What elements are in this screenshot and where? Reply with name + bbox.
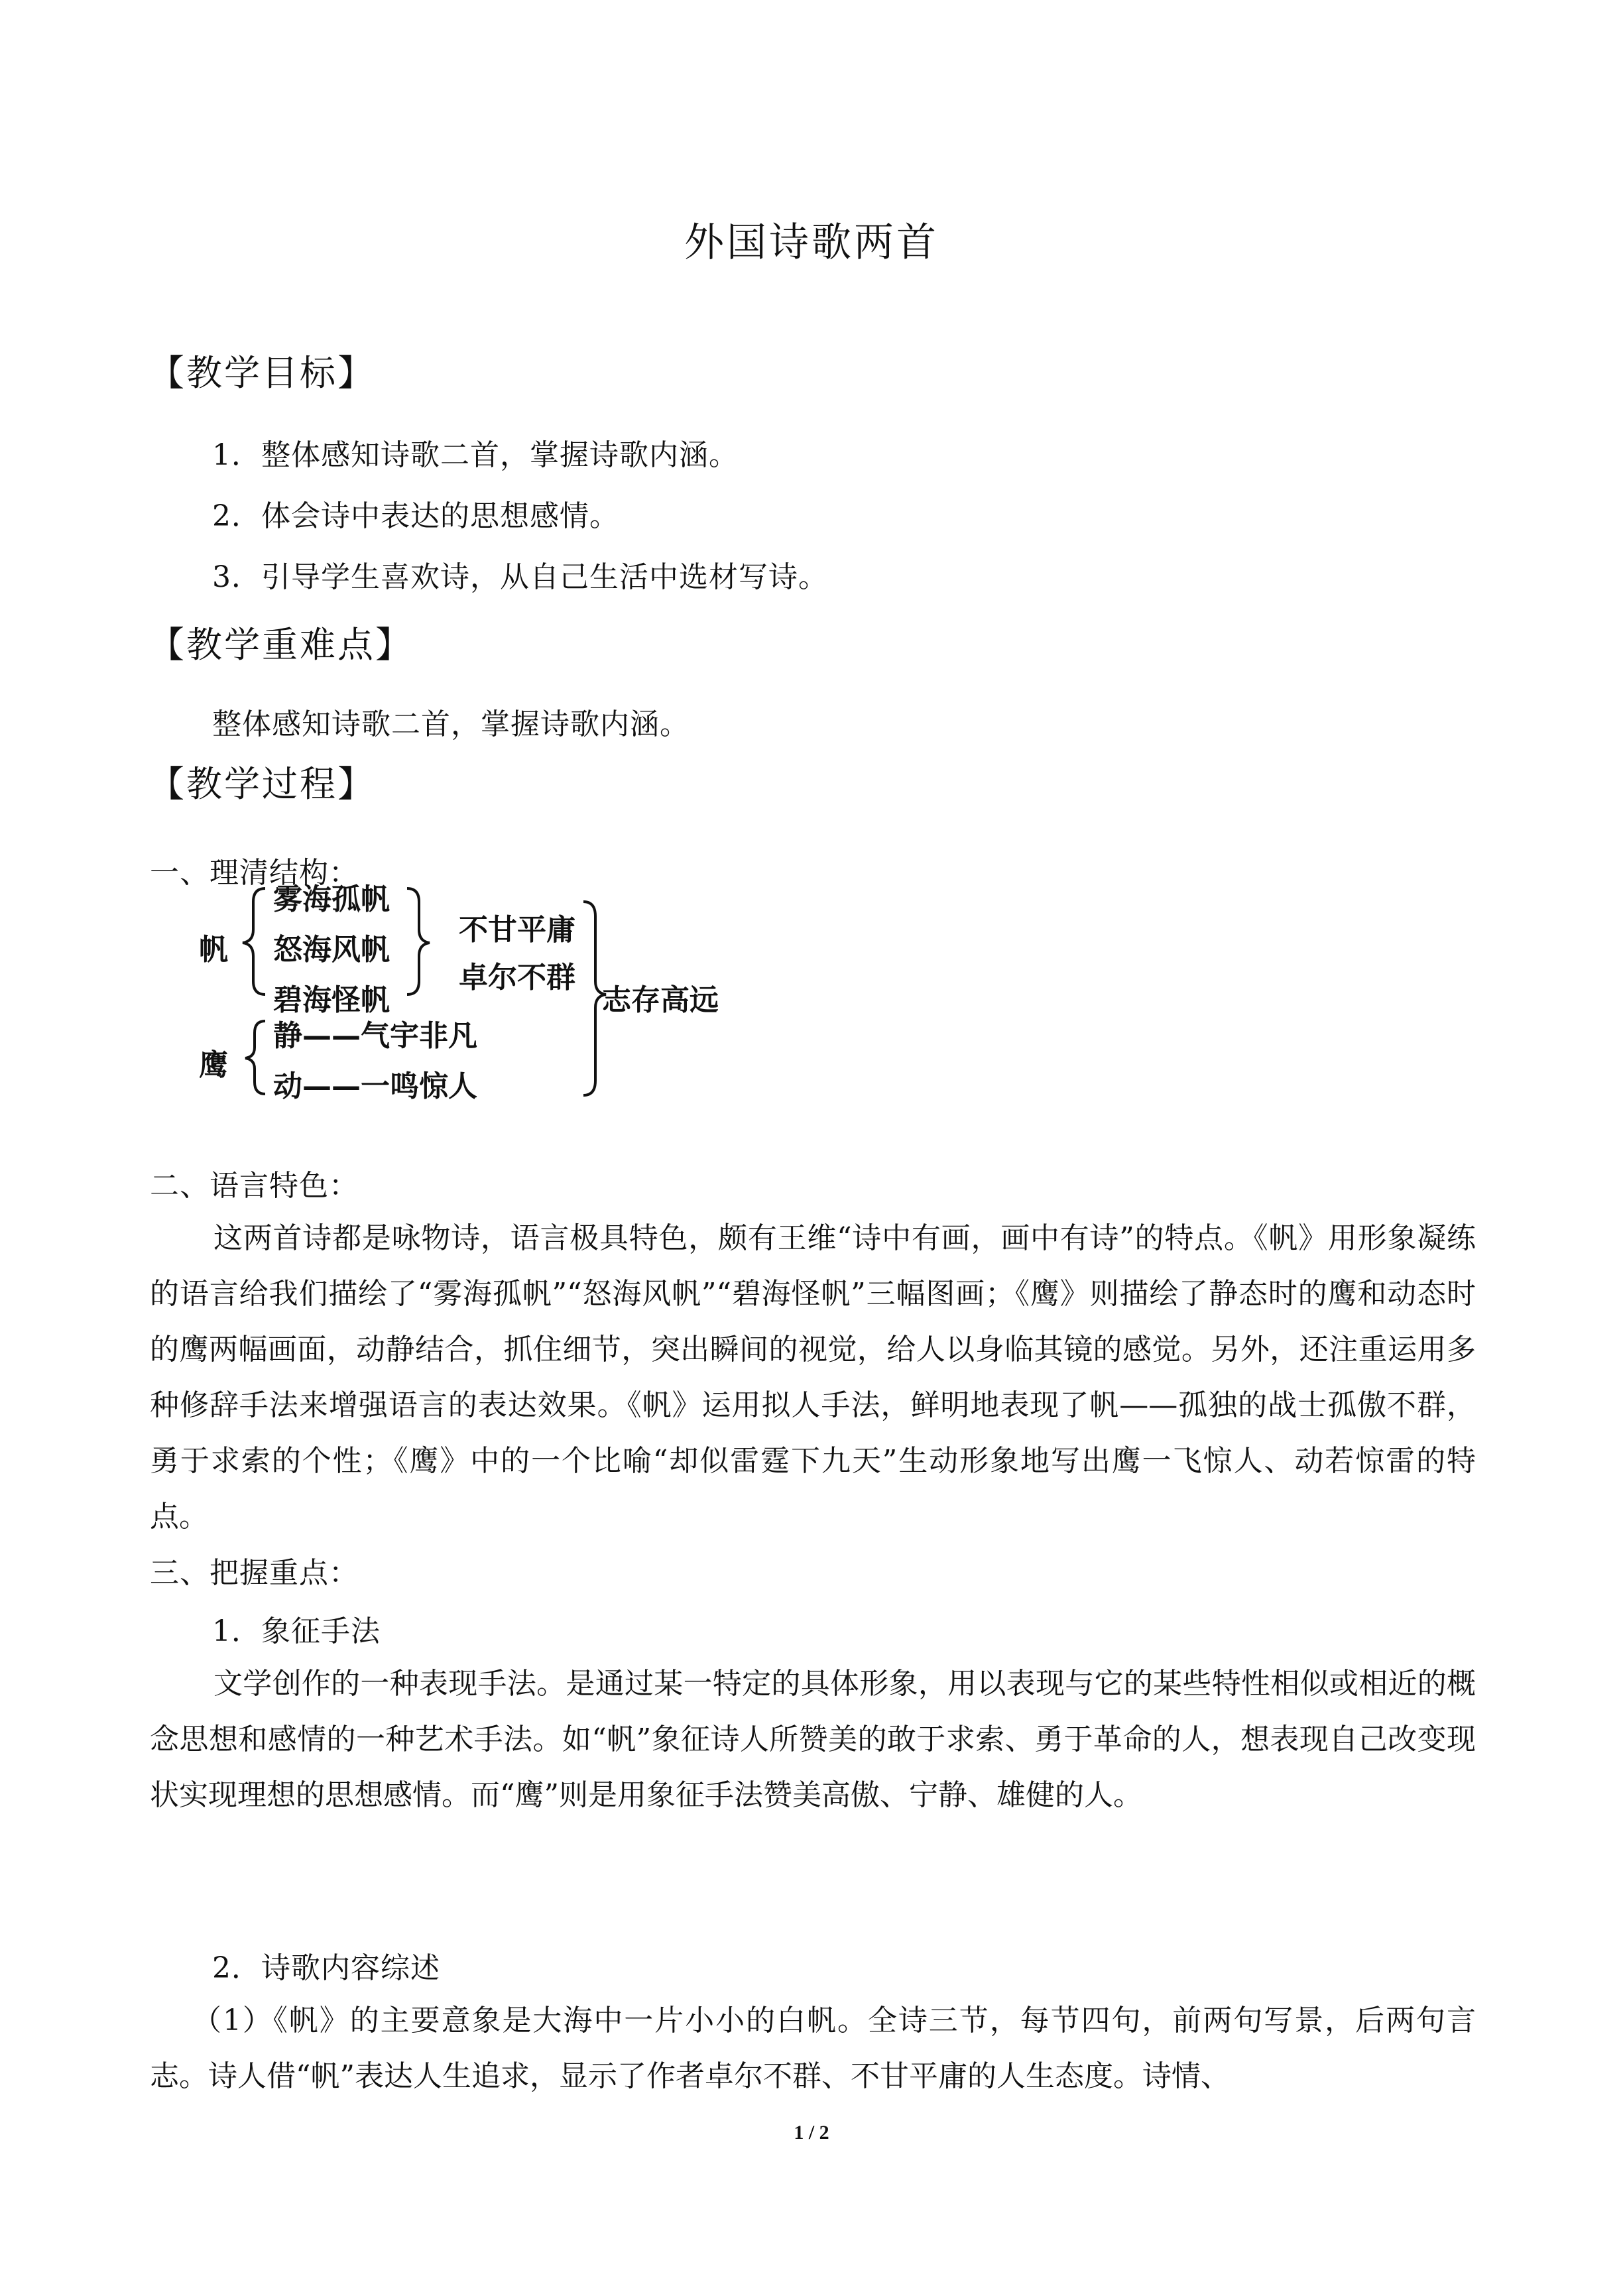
eagle-left-brace <box>245 1021 265 1094</box>
document-title: 外国诗歌两首 <box>684 219 939 266</box>
conclusion-text: 志存高远 <box>602 983 719 1017</box>
page-indicator: 1 / 2 <box>794 2122 829 2144</box>
eagle-item-2: 动——一鸣惊人 <box>273 1069 477 1103</box>
process-heading: 【教学过程】 <box>149 763 375 805</box>
key-points-text: 整体感知诗歌二首，掌握诗歌内涵。 <box>212 707 690 741</box>
language-paragraph: 这两首诗都是咏物诗，语言极具特色，颇有王维“诗中有画，画中有诗”的特点。《帆》用形象凝练的语言给我们描绘了“雾海孤帆”“怒海风帆”“碧海怪帆”三幅图画；《鹰》则描绘了静态时的鹰和动态时的鹰两幅画面，动静结合，抓住细节，突出瞬间的视觉，给人以身临其镜的感觉。另外，还注重运用多种修辞手法来增强语言的表达效果。《帆》运用拟人手法，鲜明地表现了帆——孤独的战士孤傲不群，勇于求索的个性；《鹰》中的一个比喻“却似雷霆下九天”生动形象地写出鹰一飞惊人、动若惊雷的特点。 <box>150 1221 1476 1534</box>
sail-trait-1: 不甘平庸 <box>459 913 575 947</box>
sail-label: 帆 <box>199 933 228 967</box>
eagle-label: 鹰 <box>199 1048 228 1082</box>
structure-heading: 一、理清结构： <box>150 856 359 890</box>
summary-paragraph: （1）《帆》的主要意象是大海中一片小小的白帆。全诗三节，每节四句，前两句写景，后两句言志。诗人借“帆”表达人生追求，显示了作者卓尔不群、不甘平庸的人生态度。诗情、 <box>150 2004 1476 2093</box>
structure-diagram <box>199 882 769 1134</box>
symbol-heading: 1．象征手法 <box>212 1614 381 1648</box>
sail-right-brace <box>407 888 430 995</box>
focus-heading: 三、把握重点： <box>150 1556 359 1590</box>
sail-left-brace <box>243 888 265 995</box>
language-heading: 二、语言特色： <box>150 1169 359 1203</box>
objective-item-1: 1．整体感知诗歌二首，掌握诗歌内涵。 <box>212 438 739 472</box>
summary-heading: 2．诗歌内容综述 <box>212 1951 440 1985</box>
sail-trait-2: 卓尔不群 <box>459 961 575 995</box>
objective-item-2: 2．体会诗中表达的思想感情。 <box>212 499 619 533</box>
sail-item-1: 雾海孤帆 <box>273 882 390 916</box>
symbol-paragraph: 文学创作的一种表现手法。是通过某一特定的具体形象，用以表现与它的某些特性相似或相近的概念思想和感情的一种艺术手法。如“帆”象征诗人所赞美的敢于求索、勇于革命的人，想表现自己改变现状实现理想的思想感情。而“鹰”则是用象征手法赞美高傲、宁静、雄健的人。 <box>150 1667 1476 1812</box>
sail-item-3: 碧海怪帆 <box>273 983 390 1017</box>
objective-item-3: 3．引导学生喜欢诗，从自己生活中选材写诗。 <box>212 560 828 594</box>
sail-item-2: 怒海风帆 <box>273 933 390 967</box>
objectives-heading: 【教学目标】 <box>149 352 375 394</box>
key-points-heading: 【教学重难点】 <box>149 624 413 666</box>
eagle-item-1: 静——气宇非凡 <box>273 1019 477 1053</box>
